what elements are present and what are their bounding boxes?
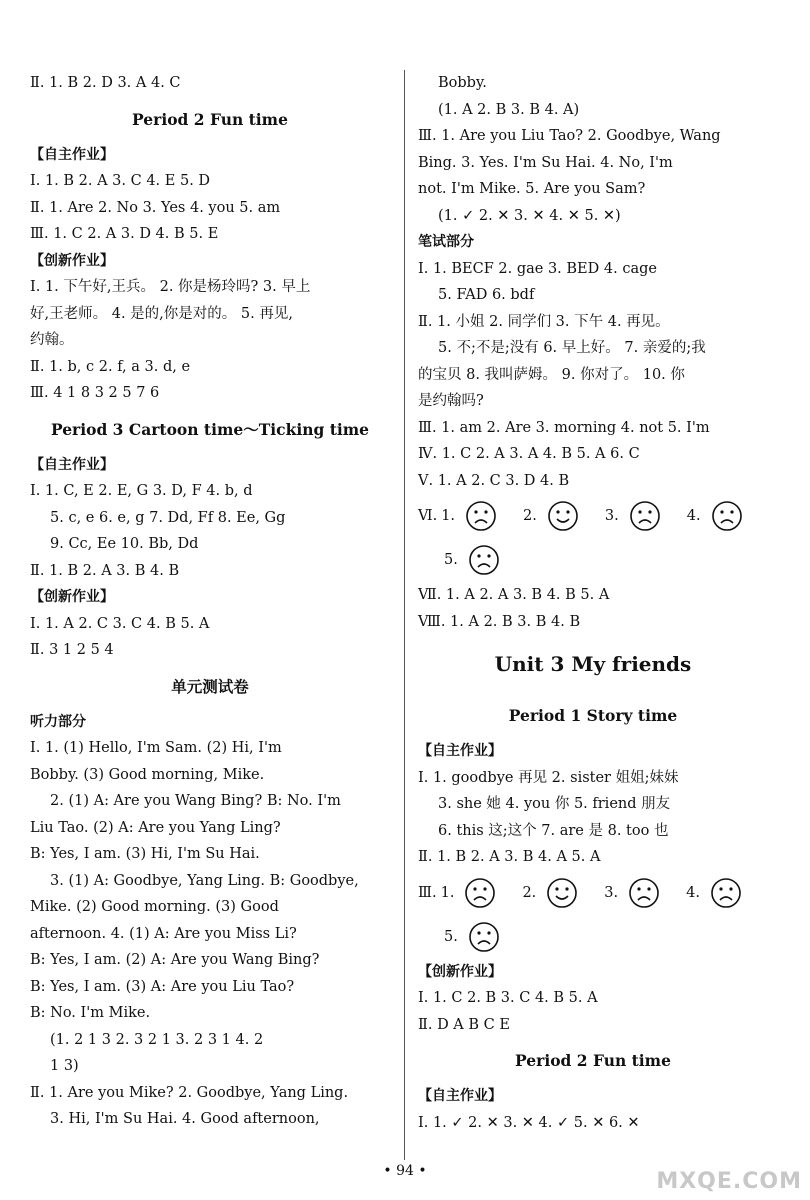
answer-line: B: Yes, I am. (3) Hi, I'm Su Hai.: [30, 846, 260, 862]
face-number: 3.: [604, 884, 619, 901]
answer-line: Ⅱ. D A B C E: [418, 1016, 510, 1033]
answer-line: 9. Cc, Ee 10. Bb, Dd: [50, 536, 199, 552]
sad-face-icon: [629, 500, 661, 532]
answer-line: 5. c, e 6. e, g 7. Dd, Ff 8. Ee, Gg: [50, 509, 286, 526]
answer-line: afternoon. 4. (1) A: Are you Miss Li?: [30, 925, 297, 942]
answer-line: Ⅱ. 1. B 2. A 3. B 4. A 5. A: [418, 849, 601, 865]
answer-line: Ⅲ. 1. Are you Liu Tao? 2. Goodbye, Wang: [418, 128, 721, 144]
answer-line: (1. ✓ 2. ✕ 3. ✕ 4. ✕ 5. ✕): [438, 207, 621, 224]
face-answer: [605, 500, 661, 532]
face-number: 1.: [441, 508, 456, 524]
answer-line: 3. she 她 4. you 你 5. friend 朋友: [438, 796, 671, 812]
answer-line: Ⅰ. 1. C, E 2. E, G 3. D, F 4. b, d: [30, 483, 253, 499]
answer-line: Bing. 3. Yes. I'm Su Hai. 4. No, I'm: [418, 154, 673, 171]
answer-line: 5. 不;不是;没有 6. 早上好。 7. 亲爱的;我: [438, 340, 706, 356]
answer-line: Mike. (2) Good morning. (3) Good: [30, 899, 279, 915]
answer-line: (1. A 2. B 3. B 4. A): [438, 101, 580, 118]
face-answer: [686, 877, 742, 909]
column-divider: [404, 70, 405, 1160]
face-row-vi-2: [418, 538, 768, 582]
listening-section-label: 听力部分: [30, 713, 86, 730]
answer-line: Ⅰ. 1. 下午好,王兵。 2. 你是杨玲吗? 3. 早上: [30, 279, 311, 295]
answer-line: B: Yes, I am. (2) A: Are you Wang Bing?: [30, 952, 320, 968]
answer-line: Ⅷ. 1. A 2. B 3. B 4. B: [418, 613, 581, 630]
answer-line: 好,王老师。 4. 是的,你是对的。 5. 再见,: [30, 305, 293, 322]
happy-face-icon: [547, 500, 579, 532]
right-column: [418, 70, 768, 1136]
answer-line: Ⅰ. 1. goodbye 再见 2. sister 姐姐;妹妹: [418, 769, 679, 786]
face-number: 3.: [604, 508, 619, 524]
answer-line: B: No. I'm Mike.: [30, 1005, 151, 1021]
period-3-heading: Period 3 Cartoon time～Ticking time: [50, 419, 370, 439]
answer-line: Ⅲ. 1. C 2. A 3. D 4. B 5. E: [30, 226, 219, 242]
answer-line: Ⅶ. 1. A 2. A 3. B 4. B 5. A: [418, 587, 610, 603]
answer-line: Ⅳ. 1. C 2. A 3. A 4. B 5. A 6. C: [418, 446, 640, 462]
face-answer: [441, 877, 497, 909]
answer-line: 5. FAD 6. bdf: [438, 287, 535, 303]
sad-face-icon: [465, 500, 497, 532]
face-answer: [687, 500, 743, 532]
answer-line: Ⅱ. 1. Are you Mike? 2. Goodbye, Yang Ling.: [30, 1084, 349, 1101]
section-label-zizhu: 【自主作业】: [30, 146, 114, 163]
section-label-chuangxin: 【创新作业】: [418, 963, 502, 980]
answer-line: Ⅴ. 1. A 2. C 3. D 4. B: [418, 472, 570, 489]
answer-line: Ⅰ. 1. A 2. C 3. C 4. B 5. A: [30, 615, 210, 632]
face-number: 4.: [686, 508, 701, 524]
section-label-zizhu: 【自主作业】: [418, 743, 502, 759]
face-answer: [523, 500, 579, 532]
sad-face-icon: [468, 921, 500, 953]
face-number: 2.: [523, 508, 537, 524]
answer-line: Ⅰ. 1. C 2. B 3. C 4. B 5. A: [418, 990, 598, 1006]
answer-line: Ⅱ. 1. B 2. D 3. A 4. C: [30, 75, 181, 91]
sad-face-icon: [628, 877, 660, 909]
sad-face-icon: [468, 544, 500, 576]
face-row-vi: [418, 494, 768, 538]
unit-test-heading: 单元测试卷: [171, 676, 249, 696]
answer-line: 2. (1) A: Are you Wang Bing? B: No. I'm: [50, 793, 341, 809]
answer-line: Ⅲ. 4 1 8 3 2 5 7 6: [30, 385, 160, 401]
answer-line: Ⅱ. 1. Are 2. No 3. Yes 4. you 5. am: [30, 199, 281, 216]
answer-line: Bobby. (3) Good morning, Mike.: [30, 766, 265, 783]
question-label: Ⅵ.: [418, 508, 438, 524]
question-label: Ⅲ.: [418, 884, 437, 901]
face-answer: [441, 500, 497, 532]
answer-line: not. I'm Mike. 5. Are you Sam?: [418, 181, 646, 197]
answer-line: Ⅰ. 1. B 2. A 3. C 4. E 5. D: [30, 173, 211, 189]
answer-line: Liu Tao. (2) A: Are you Yang Ling?: [30, 819, 281, 836]
answer-line: Ⅱ. 1. 小姐 2. 同学们 3. 下午 4. 再见。: [418, 313, 670, 330]
period-2-heading: Period 2 Fun time: [132, 109, 288, 129]
sad-face-icon: [711, 500, 743, 532]
sad-face-icon: [710, 877, 742, 909]
u3-period-2-heading: Period 2 Fun time: [515, 1051, 671, 1070]
answer-line: 3. (1) A: Goodbye, Yang Ling. B: Goodbye,: [50, 872, 359, 889]
face-number: 5.: [444, 928, 458, 945]
face-answer: [444, 921, 500, 953]
face-number: 5.: [444, 552, 458, 568]
section-label-chuangxin: 【创新作业】: [30, 589, 114, 605]
written-section-label: 笔试部分: [418, 234, 474, 250]
answer-line: Ⅱ. 1. B 2. A 3. B 4. B: [30, 562, 180, 579]
answer-line: (1. 2 1 3 2. 3 2 1 3. 2 3 1 4. 2: [50, 1031, 264, 1048]
watermark: MXQE.COM: [656, 1169, 802, 1194]
left-column: [30, 70, 390, 1133]
face-answer: [522, 877, 578, 909]
sad-face-icon: [464, 877, 496, 909]
answer-line: Ⅰ. 1. (1) Hello, I'm Sam. (2) Hi, I'm: [30, 740, 282, 756]
answer-line: Ⅰ. 1. BECF 2. gae 3. BED 4. cage: [418, 260, 657, 277]
answer-line: 的宝贝 8. 我叫萨姆。 9. 你对了。 10. 你: [418, 366, 685, 383]
answer-line: B: Yes, I am. (3) A: Are you Liu Tao?: [30, 978, 295, 995]
happy-face-icon: [546, 877, 578, 909]
face-answer: [444, 544, 500, 576]
answer-line: Ⅲ. 1. am 2. Are 3. morning 4. not 5. I'm: [418, 419, 710, 436]
answer-line: Ⅱ. 1. b, c 2. f, a 3. d, e: [30, 358, 191, 375]
answer-line: 是约翰吗?: [418, 393, 484, 409]
face-row-u3-iii: [418, 871, 768, 915]
u3-period-1-heading: Period 1 Story time: [508, 706, 678, 725]
section-label-zizhu: 【自主作业】: [30, 456, 114, 473]
answer-line: Ⅰ. 1. ✓ 2. ✕ 3. ✕ 4. ✓ 5. ✕ 6. ✕: [418, 1114, 640, 1131]
page-number: • 94 •: [383, 1163, 427, 1179]
face-number: 2.: [522, 884, 537, 901]
answer-line: 6. this 这;这个 7. are 是 8. too 也: [438, 822, 669, 839]
answer-line: Bobby.: [438, 75, 487, 91]
answer-line: 3. Hi, I'm Su Hai. 4. Good afternoon,: [50, 1111, 320, 1127]
face-row-u3-iii-2: [418, 915, 768, 959]
section-label-zizhu: 【自主作业】: [418, 1088, 502, 1104]
face-answer: [604, 877, 660, 909]
face-number: 4.: [686, 884, 700, 901]
answer-line: 1 3): [50, 1058, 79, 1074]
answer-line: 约翰。: [30, 332, 74, 348]
unit-3-title: Unit 3 My friends: [494, 652, 692, 676]
section-label-chuangxin: 【创新作业】: [30, 252, 114, 269]
answer-line: Ⅱ. 3 1 2 5 4: [30, 642, 114, 658]
face-number: 1.: [440, 884, 455, 901]
